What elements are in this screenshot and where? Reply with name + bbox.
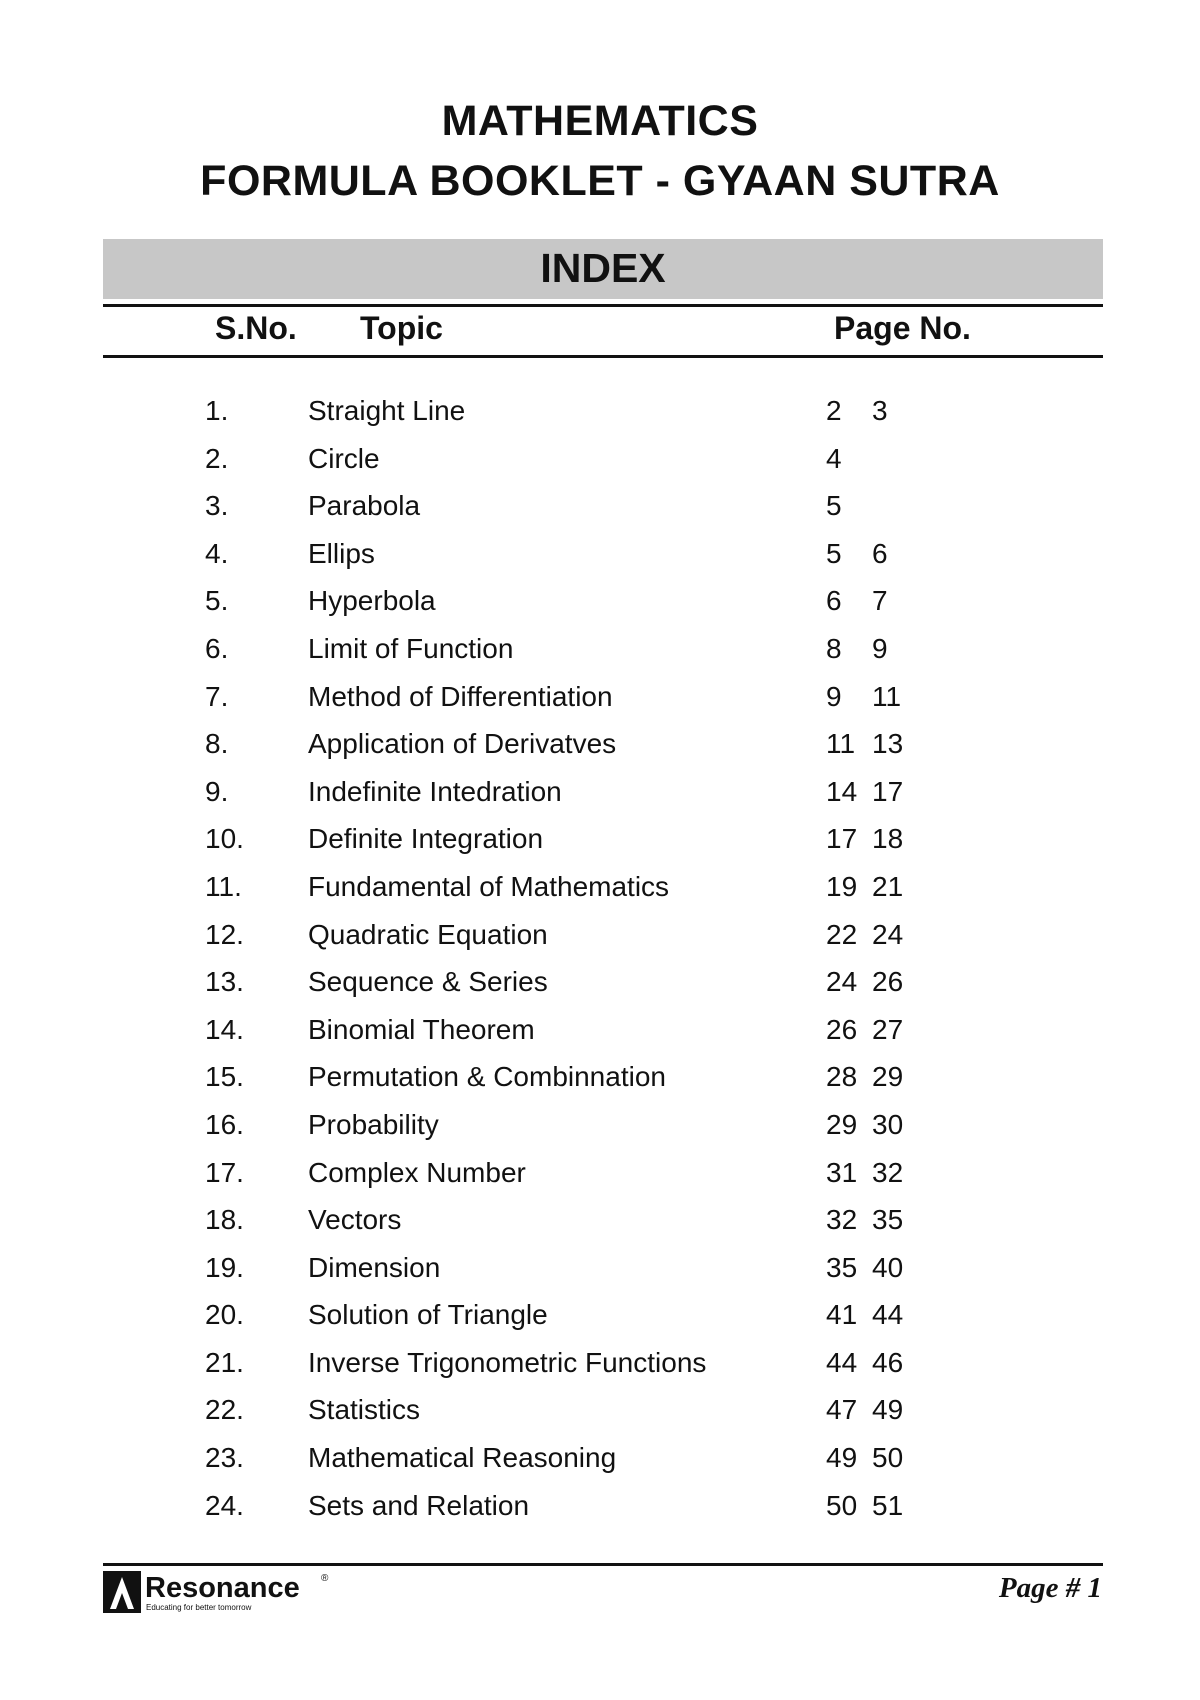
- row-sno: 5.: [205, 585, 229, 617]
- row-topic: Probability: [308, 1108, 439, 1140]
- table-row: [0, 1345, 1200, 1393]
- table-row: [0, 821, 1200, 869]
- row-topic: Straight Line: [308, 395, 466, 426]
- row-topic: Fundamental of Mathematics: [308, 870, 670, 902]
- row-page-end: 21: [872, 870, 904, 902]
- table-row: [0, 1440, 1200, 1488]
- row-sno: 18.: [205, 1204, 244, 1236]
- row-sno: 15.: [205, 1061, 244, 1093]
- title-line-2: FORMULA BOOKLET - GYAAN SUTRA: [200, 157, 1000, 205]
- row-sno: 10.: [205, 823, 244, 855]
- table-row: [0, 631, 1200, 679]
- row-page-start: 49: [826, 1442, 858, 1474]
- row-page-start: 31: [826, 1156, 858, 1188]
- row-page-start: 26: [826, 1013, 858, 1045]
- row-topic: Binomial Theorem: [308, 1013, 535, 1045]
- table-row: [0, 679, 1200, 727]
- row-page-end: 46: [872, 1346, 904, 1378]
- row-page-end: 50: [872, 1442, 904, 1474]
- row-page-end: 17: [872, 775, 904, 807]
- row-topic: Vectors: [308, 1204, 402, 1236]
- row-page-start: 32: [826, 1204, 858, 1236]
- row-sno: 16.: [205, 1108, 244, 1140]
- row-page-end: 40: [872, 1251, 904, 1283]
- row-page-end: 44: [872, 1299, 904, 1331]
- row-page-end: 32: [872, 1156, 904, 1188]
- row-sno: 7.: [205, 680, 229, 712]
- row-topic: Definite Integration: [308, 823, 544, 855]
- row-topic: Parabola: [308, 490, 421, 522]
- row-sno: 13.: [205, 966, 244, 998]
- row-topic: Quadratic Equation: [308, 918, 548, 950]
- row-sno: 24.: [205, 1489, 244, 1521]
- row-topic: Mathematical Reasoning: [308, 1442, 617, 1474]
- row-topic: Inverse Trigonometric Functions: [308, 1346, 707, 1378]
- row-page-start: 19: [826, 870, 858, 902]
- table-row: [0, 1012, 1200, 1060]
- table-row: [0, 441, 1200, 489]
- row-page-start: 47: [826, 1394, 858, 1426]
- row-page-start: 14: [826, 775, 858, 807]
- row-topic: Limit of Function: [308, 632, 514, 664]
- row-page-start: 8: [826, 632, 842, 664]
- table-row: [0, 536, 1200, 584]
- row-page-end: 3: [872, 395, 888, 426]
- row-topic: Dimension: [308, 1251, 441, 1283]
- row-page-end: 24: [872, 918, 904, 950]
- row-sno: 11.: [205, 870, 242, 902]
- row-page-end: 27: [872, 1013, 904, 1045]
- logo-tagline: Educating for better tomorrow: [146, 1603, 252, 1612]
- row-sno: 21.: [205, 1346, 244, 1378]
- row-sno: 17.: [205, 1156, 244, 1188]
- row-page-end: 9: [872, 632, 888, 664]
- row-sno: 4.: [205, 537, 229, 569]
- table-row: [0, 1488, 1200, 1536]
- row-page-end: 51: [872, 1489, 904, 1521]
- row-page-end: 11: [872, 680, 902, 712]
- row-page-start: 28: [826, 1061, 858, 1093]
- table-row: [0, 488, 1200, 536]
- row-page-start: 24: [826, 966, 858, 998]
- row-page-start: 5: [826, 490, 842, 522]
- row-sno: 22.: [205, 1394, 244, 1426]
- title-line-1: MATHEMATICS: [441, 97, 759, 145]
- row-page-start: 35: [826, 1251, 858, 1283]
- row-page-start: 41: [826, 1299, 858, 1331]
- row-topic: Sequence & Series: [308, 966, 548, 998]
- row-topic: Statistics: [308, 1394, 421, 1426]
- page-number: Page # 1: [998, 1572, 1102, 1604]
- table-row: [0, 1250, 1200, 1298]
- row-page-end: 30: [872, 1108, 904, 1140]
- row-sno: 12.: [205, 918, 244, 950]
- row-page-start: 50: [826, 1489, 858, 1521]
- row-page-start: 2: [826, 395, 842, 426]
- logo-text: Resonance: [145, 1572, 300, 1604]
- table-row: [0, 1107, 1200, 1155]
- column-header-topic: Topic: [360, 310, 443, 346]
- row-topic: Method of Differentiation: [308, 680, 613, 712]
- table-row: [0, 1155, 1200, 1203]
- row-sno: 14.: [205, 1013, 244, 1045]
- table-row: [0, 1059, 1200, 1107]
- row-topic: Indefinite Intedration: [308, 775, 562, 807]
- table-row: [0, 917, 1200, 965]
- row-page-start: 5: [826, 537, 842, 569]
- row-page-end: 13: [872, 728, 904, 760]
- table-row: [0, 726, 1200, 774]
- resonance-logo: [103, 1567, 338, 1617]
- column-header-page: Page No.: [834, 310, 971, 346]
- row-sno: 6.: [205, 632, 229, 664]
- table-row: [0, 1297, 1200, 1345]
- row-page-end: 35: [872, 1204, 904, 1236]
- table-row: [0, 964, 1200, 1012]
- row-topic: Circle: [308, 442, 380, 474]
- header-top-rule: [103, 304, 1103, 307]
- table-row: [0, 583, 1200, 631]
- table-row: [0, 1392, 1200, 1440]
- row-sno: 3.: [205, 490, 229, 522]
- row-page-start: 6: [826, 585, 842, 617]
- row-topic: Complex Number: [308, 1156, 526, 1188]
- table-row: [0, 869, 1200, 917]
- row-page-start: 9: [826, 680, 842, 712]
- row-page-start: 11: [826, 728, 856, 760]
- svg-text:®: ®: [321, 1573, 329, 1584]
- row-topic: Permutation & Combinnation: [308, 1061, 666, 1093]
- row-sno: 19.: [205, 1251, 244, 1283]
- table-row: [0, 393, 1200, 441]
- row-topic: Ellips: [308, 537, 375, 569]
- header-bottom-rule: [103, 355, 1103, 358]
- row-topic: Sets and Relation: [308, 1489, 530, 1521]
- row-topic: Hyperbola: [308, 585, 436, 617]
- index-table: [0, 393, 1200, 1535]
- row-page-end: 18: [872, 823, 904, 855]
- row-sno: 9.: [205, 775, 229, 807]
- row-page-start: 4: [826, 442, 842, 474]
- row-page-end: 6: [872, 537, 888, 569]
- footer-rule: [103, 1563, 1103, 1566]
- table-row: [0, 774, 1200, 822]
- row-page-end: 49: [872, 1394, 904, 1426]
- row-sno: 2.: [205, 442, 229, 474]
- index-heading: INDEX: [103, 239, 1103, 299]
- row-page-end: 29: [872, 1061, 904, 1093]
- row-topic: Solution of Triangle: [308, 1299, 548, 1331]
- row-sno: 20.: [205, 1299, 244, 1331]
- row-page-start: 17: [826, 823, 858, 855]
- row-sno: 8.: [205, 728, 229, 760]
- row-page-start: 22: [826, 918, 858, 950]
- row-page-start: 44: [826, 1346, 858, 1378]
- row-page-end: 7: [872, 585, 888, 617]
- column-header-sno: S.No.: [215, 310, 297, 346]
- row-page-start: 29: [826, 1108, 858, 1140]
- row-topic: Application of Derivatves: [308, 728, 617, 760]
- row-page-end: 26: [872, 966, 904, 998]
- table-row: [0, 1202, 1200, 1250]
- row-sno: 23.: [205, 1442, 244, 1474]
- row-sno: 1.: [205, 395, 229, 426]
